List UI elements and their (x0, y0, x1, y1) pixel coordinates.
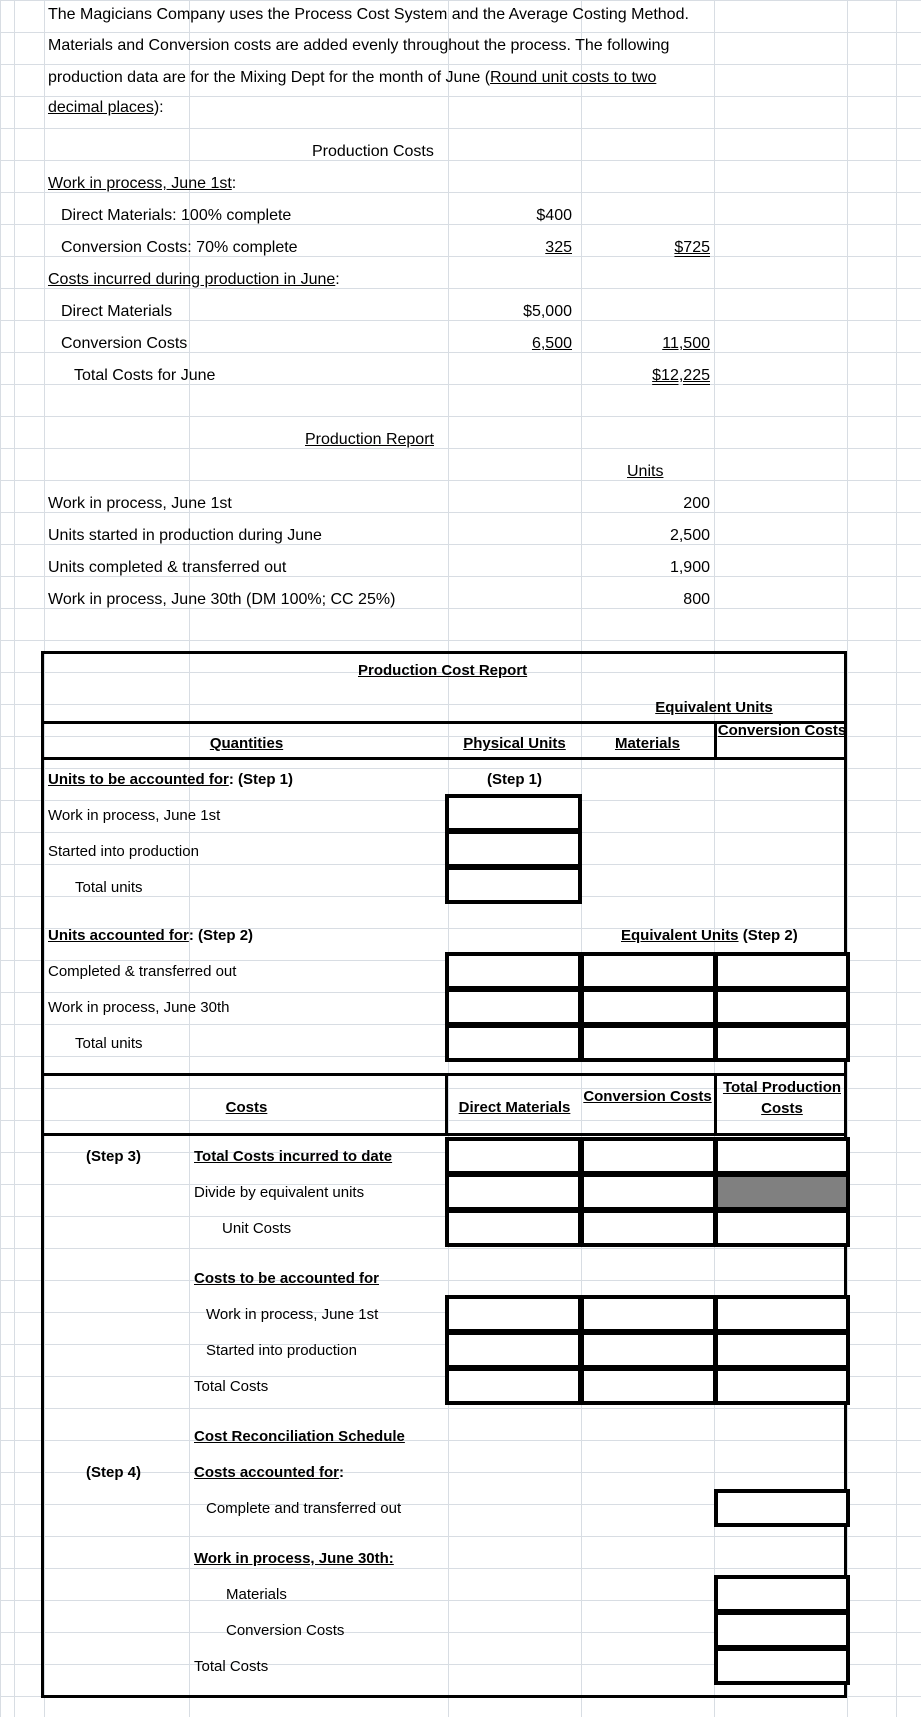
cc-value: 325 (545, 239, 572, 256)
total-costs-value: $12,225 (652, 367, 710, 384)
step3-label: (Step 3) (86, 1148, 142, 1165)
step2-equivalent-units: Equivalent Units (Step 2) (621, 927, 798, 944)
total-costs-b-row: Total Costs (194, 1658, 269, 1675)
step4-label: (Step 4) (86, 1464, 142, 1481)
intro-line-3: production data are for the Mixing Dept for the month of June (Round unit costs to two (48, 69, 657, 86)
grid-line (847, 0, 848, 1717)
conversion-wip30-input[interactable] (714, 988, 850, 1026)
costs-to-account-heading: Costs to be accounted for (194, 1270, 380, 1287)
total-production-costs-header-cell (717, 1077, 847, 1133)
cc2-value: 6,500 (531, 335, 572, 352)
cc-started-cost-input[interactable] (580, 1331, 717, 1369)
section-rule (41, 1073, 847, 1076)
divide-eq-row: Divide by equivalent units (194, 1184, 365, 1201)
cc-label: Conversion Costs: 70% complete (61, 239, 298, 256)
wip-june1-row: Work in process, June 1st (48, 807, 221, 824)
header-divider (714, 1076, 717, 1133)
wip30-materials-input[interactable] (714, 1575, 850, 1613)
total-wip1-cost-input[interactable] (714, 1295, 850, 1333)
total-unit-cost-input[interactable] (714, 1209, 850, 1247)
header-rule (41, 757, 847, 760)
reconciliation-heading: Cost Reconciliation Schedule (194, 1428, 405, 1445)
step1-col-label: (Step 1) (486, 771, 542, 788)
total-started-cost-input[interactable] (714, 1331, 850, 1369)
header-divider (445, 1076, 448, 1133)
dm-divide-input[interactable] (445, 1173, 582, 1211)
completed-row: Completed & transferred out (48, 963, 237, 980)
incurred-label: Costs incurred during production in June: (48, 271, 340, 288)
dm-total-cost-input[interactable] (445, 1367, 582, 1405)
incurred-total-value: 11,500 (662, 335, 710, 352)
conversion-costs-header-cell (717, 722, 847, 755)
costs-header: Costs (225, 1099, 268, 1116)
unit-costs-row: Unit Costs (222, 1220, 292, 1237)
shaded-cell (714, 1173, 850, 1211)
direct-materials-header: Direct Materials (458, 1099, 571, 1116)
equivalent-units-header: Equivalent Units (655, 699, 773, 716)
total-costs-label: Total Costs for June (74, 367, 216, 384)
total-incurred-input[interactable] (714, 1137, 850, 1175)
report-row-label: Work in process, June 1st (48, 495, 232, 512)
conversion-b-row: Conversion Costs (226, 1622, 345, 1639)
materials-total2-input[interactable] (580, 1024, 717, 1062)
conversion-completed-input[interactable] (714, 952, 850, 990)
step2-heading: Units accounted for: (Step 2) (48, 927, 254, 944)
wip30-total-input[interactable] (714, 1647, 850, 1685)
cc-divide-input[interactable] (580, 1173, 717, 1211)
wip30-conversion-input[interactable] (714, 1611, 850, 1649)
conversion-costs2-header-cell (581, 1086, 714, 1107)
materials-header: Materials (614, 735, 681, 752)
physical-units-completed-input[interactable] (445, 952, 582, 990)
wip-june30-row: Work in process, June 30th (48, 999, 230, 1016)
dm-started-cost-input[interactable] (445, 1331, 582, 1369)
total-production-costs-header: Total Production Costs (722, 1079, 842, 1117)
dm-wip1-cost-input[interactable] (445, 1295, 582, 1333)
complete-transferred-input[interactable] (714, 1489, 850, 1527)
physical-units-wip-input[interactable] (445, 794, 582, 832)
report-row-label: Units completed & transferred out (48, 559, 287, 576)
wip-june1-label: Work in process, June 1st: (48, 175, 237, 192)
dm2-value: $5,000 (523, 303, 572, 320)
dm-unit-cost-input[interactable] (445, 1209, 582, 1247)
cc2-label: Conversion Costs (61, 335, 188, 352)
cost-report-title: Production Cost Report (358, 662, 528, 679)
total-units2-row: Total units (75, 1035, 143, 1052)
intro-line-4: decimal places): (48, 99, 164, 116)
cc-total-cost-input[interactable] (580, 1367, 717, 1405)
report-row-label: Work in process, June 30th (DM 100%; CC 25%) (48, 591, 396, 608)
total-total-cost-input[interactable] (714, 1367, 850, 1405)
grid-line (896, 0, 897, 1717)
dm-value: $400 (536, 207, 572, 224)
dm-total-incurred-input[interactable] (445, 1137, 582, 1175)
dm2-label: Direct Materials (61, 303, 173, 320)
report-row-value: 200 (683, 495, 710, 512)
report-row-value: 1,900 (669, 559, 710, 576)
intro-line-2: Materials and Conversion costs are added evenly throughout the process. The following (48, 37, 670, 54)
costs-accounted-heading: Costs accounted for: (194, 1464, 345, 1481)
materials-b-row: Materials (226, 1586, 287, 1603)
step1-heading: Units to be accounted for: (Step 1) (48, 771, 294, 788)
wip-total-value: $725 (674, 239, 710, 256)
cc-total-incurred-input[interactable] (580, 1137, 717, 1175)
physical-units-header: Physical Units (463, 735, 566, 752)
wip-june1-b-row: Work in process, June 1st (206, 1306, 379, 1323)
total-costs-row: Total Costs (194, 1378, 269, 1395)
production-report-title: Production Report (305, 431, 434, 448)
quantities-header: Quantities (209, 735, 284, 752)
section-rule (41, 1133, 847, 1136)
physical-units-wip30-input[interactable] (445, 988, 582, 1026)
report-row-value: 2,500 (669, 527, 710, 544)
physical-units-started-input[interactable] (445, 830, 582, 868)
physical-units-total-input[interactable] (445, 866, 582, 904)
started-row: Started into production (48, 843, 199, 860)
conversion-total2-input[interactable] (714, 1024, 850, 1062)
cc-unit-cost-input[interactable] (580, 1209, 717, 1247)
wip-june30-b-heading: Work in process, June 30th: (194, 1550, 394, 1567)
conversion-costs2-header: Conversion Costs (583, 1088, 712, 1105)
report-row-value: 800 (683, 591, 710, 608)
materials-completed-input[interactable] (580, 952, 717, 990)
dm-label: Direct Materials: 100% complete (61, 207, 292, 224)
materials-wip30-input[interactable] (580, 988, 717, 1026)
intro-line-1: The Magicians Company uses the Process Cost System and the Average Costing Method. (48, 6, 689, 23)
total-costs-incurred-row: Total Costs incurred to date (194, 1148, 393, 1165)
cc-wip1-cost-input[interactable] (580, 1295, 717, 1333)
production-costs-title: Production Costs (312, 143, 434, 160)
grid-line (14, 0, 15, 1717)
report-row-label: Units started in production during June (48, 527, 322, 544)
units-header: Units (627, 463, 664, 480)
started-b-row: Started into production (206, 1342, 357, 1359)
total-units-row: Total units (75, 879, 143, 896)
physical-units-total2-input[interactable] (445, 1024, 582, 1062)
complete-transferred-row: Complete and transferred out (206, 1500, 402, 1517)
conversion-costs-header: Conversion Costs (717, 722, 847, 739)
